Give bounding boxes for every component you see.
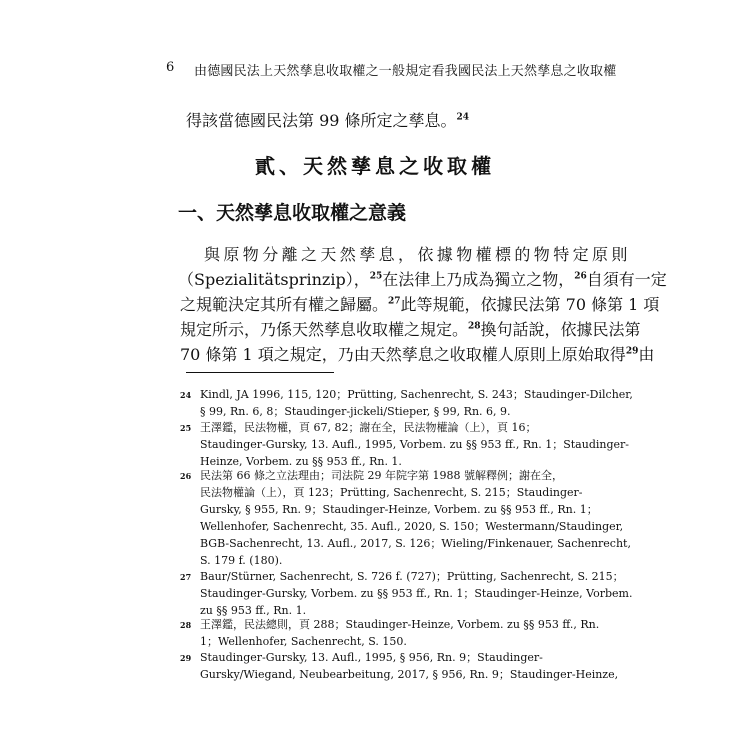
page-header: [166, 60, 617, 80]
continuation-line: 得該當德國民法第 99 條所定之孳息。$^{24}$: [186, 111, 470, 130]
paragraph-line: 規定所示，乃係天然孳息收取權之規定。$^{28}$換句話說，依據民法第: [180, 320, 641, 339]
footnote-29: 29 Staudinger-Gursky, 13. Aufl., 1995, § 956, Rn. 9；Staudinger- Gursky/Wiegand, Neubearbeitung, 2017, § 956, Rn. 9；Staudinger-Heinze,: [180, 651, 619, 681]
footnote-ref[interactable]: 27: [388, 296, 401, 307]
footnote-number: 27: [180, 572, 192, 582]
footnote-ref[interactable]: 26: [574, 271, 587, 282]
footnote-number: 28: [180, 620, 192, 630]
footnote-number: 25: [180, 423, 192, 433]
footnote-number: 29: [180, 653, 192, 663]
page-number: 6: [166, 60, 175, 75]
footnote-divider: [186, 372, 334, 373]
section-title: 貳、天然孳息之收取權: [255, 154, 495, 178]
footnote-ref[interactable]: 28: [468, 321, 481, 332]
running-title: 由德國民法上天然孳息收取權之一般規定看我國民法上天然孳息之收取權: [194, 64, 617, 79]
paragraph-line: 之規範決定其所有權之歸屬。$^{27}$此等規範，依據民法第 70 條第 1 項: [180, 295, 660, 314]
footnote-25: 25 王澤鑑，民法物權，頁 67, 82；謝在全，民法物權論（上），頁 16； Staudinger-Gursky, 13. Aufl., 1995, Vorbem. zu §§ 953 ff., Rn. 1；Staudinger- Heinze, Vorbem. zu §§ 953 ff., Rn. 1.: [180, 421, 629, 468]
footnote-26: 26 民法第 66 條之立法理由；司法院 29 年院字第 1988 號解釋例；謝在全， 民法物權論（上），頁 123；Prütting, Sachenrecht, S. 215；Staudinger- Gursky, § 955, Rn. 9；Staudinger-Heinze, Vorbem. zu §§ 953 ff., Rn. 1； Wellenhofer, Sachenrecht, 35. Aufl., 2020, S. 150；Westermann/Staudinger, BGB-Sachenrecht, 13. Aufl., 2017, S. 126；Wieling/Finkenauer, Sachenrecht, S. 179 f. (180).: [180, 469, 631, 567]
subsection-title: 一、天然孳息收取權之意義: [178, 202, 407, 224]
footnote-24: 24 Kindl, JA 1996, 115, 120；Prütting, Sachenrecht, S. 243；Staudinger-Dilcher, § 99, Rn. 6, 8；Staudinger-jickeli/Stieper, § 99, Rn. 6, 9.: [180, 388, 633, 418]
paragraph-line: 70 條第 1 項之規定，乃由天然孳息之收取權人原則上原始取得$^{29}$由: [180, 345, 655, 364]
footnote-ref[interactable]: 24: [456, 112, 470, 123]
footnote-28: 28 王澤鑑，民法總則，頁 288；Staudinger-Heinze, Vorbem. zu §§ 953 ff., Rn. 1；Wellenhofer, Sachenrecht, S. 150.: [180, 618, 600, 648]
footnote-27: 27 Baur/Stürner, Sachenrecht, S. 726 f. (727)；Prütting, Sachenrecht, S. 215； Staudinger-Gursky, Vorbem. zu §§ 953 ff., Rn. 1；Staudinger-Heinze, Vorbem. zu §§ 953 ff., Rn. 1.: [180, 570, 633, 617]
paragraph-line: （Spezialitätsprinzip），$^{25}$在法律上乃成為獨立之物，$^{26}$自須有一定: [178, 270, 667, 289]
footnote-number: 26: [180, 471, 192, 481]
footnote-ref[interactable]: 25: [369, 271, 383, 282]
footnote-number: 24: [180, 390, 192, 400]
footnote-ref[interactable]: 29: [625, 346, 639, 357]
paragraph-line: 與原物分離之天然孳息，依據物權標的物特定原則: [204, 245, 631, 264]
